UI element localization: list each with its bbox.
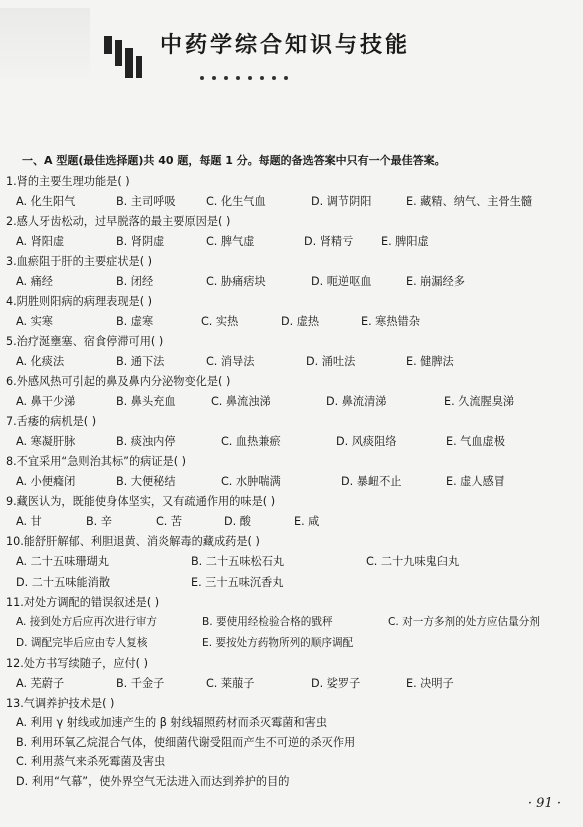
- option-c: C. 水肿喘满: [221, 475, 281, 488]
- option-b: B. 二十五味松石丸: [191, 555, 285, 568]
- option-d: D. 肾精亏: [304, 235, 354, 248]
- option-c: C. 胁痛痞块: [206, 275, 266, 288]
- option-b: B. 鼻头充血: [116, 395, 176, 408]
- option-e: E. 三十五味沉香丸: [191, 576, 284, 589]
- option-b: B. 利用环氧乙烷混合气体，使细菌代谢受阻而产生不可逆的杀灭作用: [16, 735, 356, 749]
- option-d: D. 调节阴阳: [311, 195, 372, 208]
- option-e: E. 气血虚极: [446, 435, 505, 448]
- option-c: C. 鼻流浊涕: [211, 395, 271, 408]
- title-decoration-icon: [104, 30, 150, 82]
- option-b: B. 要使用经检验合格的戥秤: [202, 616, 333, 628]
- option-e: E. 健脾法: [406, 355, 454, 368]
- option-a: A. 鼻干少涕: [16, 395, 76, 408]
- question-item: [6, 654, 576, 694]
- option-e: E. 久流腥臭涕: [444, 395, 515, 408]
- option-c: C. 莱菔子: [206, 677, 255, 690]
- option-b: B. 大便秘结: [116, 475, 176, 488]
- question-stem: 1.肾的主要生理功能是( ): [6, 175, 130, 188]
- option-a: A. 肾阳虚: [16, 235, 65, 248]
- option-e: E. 要按处方药物所列的顺序调配: [202, 637, 354, 649]
- option-d: D. 酸: [224, 515, 251, 528]
- option-d: D. 呃逆呕血: [311, 275, 372, 288]
- question-item: [6, 492, 576, 532]
- option-b: B. 千金子: [116, 677, 165, 690]
- option-c: C. 消导法: [206, 355, 255, 368]
- question-stem: 12.处方书写续随子，应付( ): [6, 657, 148, 670]
- option-a: A. 利用 γ 射线或加速产生的 β 射线辐照药材而杀灭霉菌和害虫: [16, 716, 328, 729]
- option-e: E. 虚人感冒: [446, 475, 505, 488]
- option-d: D. 娑罗子: [311, 677, 361, 690]
- option-e: E. 决明子: [406, 677, 454, 690]
- question-item: [6, 412, 576, 452]
- option-c: C. 脾气虚: [206, 235, 255, 248]
- question-item: [6, 332, 576, 372]
- option-e: E. 寒热错杂: [361, 315, 420, 328]
- question-stem: 8.不宜采用“急则治其标”的病证是( ): [6, 455, 186, 468]
- question-stem: 5.治疗涎壅塞、宿食停滞可用( ): [6, 335, 164, 348]
- question-stem: 7.舌痿的病机是( ): [6, 415, 97, 428]
- question-stem: 13.气调养护技术是( ): [6, 697, 115, 710]
- option-a: A. 二十五味珊瑚丸: [16, 555, 109, 568]
- question-stem: 3.血瘀阻于肝的主要症状是( ): [6, 255, 153, 268]
- option-a: A. 化痰法: [16, 355, 65, 368]
- question-stem: 2.感人牙齿松动，过早脱落的最主要原因是( ): [6, 215, 231, 228]
- option-b: B. 痰浊内停: [116, 435, 176, 448]
- option-d: D. 调配完毕后应由专人复核: [16, 637, 148, 649]
- option-e: E. 脾阳虚: [381, 235, 429, 248]
- question-item: [6, 593, 576, 654]
- option-d: D. 鼻流清涕: [326, 395, 387, 408]
- option-d: D. 涌吐法: [306, 355, 356, 368]
- question-stem: 4.阴胜则阳病的病理表现是( ): [6, 295, 153, 308]
- option-c: C. 利用蒸气来杀死霉菌及害虫: [16, 755, 166, 768]
- option-c: C. 二十九味鬼臼丸: [366, 555, 460, 568]
- option-b: B. 辛: [86, 515, 112, 528]
- faded-print-area: [0, 8, 90, 78]
- option-c: C. 实热: [201, 315, 239, 328]
- option-a: A. 芜蔚子: [16, 677, 65, 690]
- option-a: A. 小便癃闭: [16, 475, 76, 488]
- option-c: C. 对一方多剂的处方应估量分剂: [388, 616, 540, 628]
- option-b: B. 通下法: [116, 355, 165, 368]
- option-a: A. 化生阳气: [16, 195, 76, 208]
- option-a: A. 实寒: [16, 315, 53, 328]
- option-d: D. 风痰阻络: [336, 435, 397, 448]
- option-e: E. 咸: [294, 515, 320, 528]
- question-stem: 6.外感风热可引起的鼻及鼻内分泌物变化是( ): [6, 375, 231, 388]
- option-e: E. 崩漏经多: [406, 275, 465, 288]
- option-d: D. 利用“气幕”，使外界空气无法进入而达到养护的目的: [16, 774, 290, 788]
- option-b: B. 肾阴虚: [116, 235, 165, 248]
- question-item: [6, 292, 576, 332]
- question-item: [6, 172, 576, 212]
- option-c: C. 苦: [156, 515, 183, 528]
- option-d: D. 虚热: [281, 315, 320, 328]
- option-e: E. 藏精、纳气、主骨生髓: [406, 195, 533, 208]
- option-a: A. 接到处方后应再次进行审方: [16, 616, 157, 628]
- question-item: [6, 212, 576, 252]
- question-stem: 9.藏医认为，既能使身体坚实，又有疏通作用的味是( ): [6, 495, 276, 508]
- question-item: [6, 452, 576, 492]
- question-item: [6, 252, 576, 292]
- option-a: A. 痛经: [16, 275, 53, 288]
- question-list: [6, 172, 576, 791]
- option-a: A. 寒凝肝脉: [16, 435, 76, 448]
- page-number: · 91 ·: [527, 796, 561, 811]
- option-a: A. 甘: [16, 515, 42, 528]
- question-stem: 11.对处方调配的错误叙述是( ): [6, 596, 160, 609]
- question-item: [6, 694, 576, 791]
- option-b: B. 主司呼吸: [116, 195, 176, 208]
- question-item: [6, 532, 576, 593]
- option-d: D. 暴衄不止: [341, 475, 402, 488]
- page-title: 中药学综合知识与技能: [160, 33, 411, 58]
- page-header: [0, 0, 583, 100]
- option-b: B. 虚寒: [116, 315, 154, 328]
- option-c: C. 血热兼瘀: [221, 435, 281, 448]
- option-b: B. 闭经: [116, 275, 154, 288]
- question-stem: 10.能舒肝解郁、利胆退黄、消炎解毒的藏成药是( ): [6, 535, 260, 548]
- section-heading: 一、A 型题(最佳选择题)共 40 题，每题 1 分。每题的备选答案中只有一个最佳答案。: [22, 154, 446, 167]
- title-dots-divider: [200, 76, 288, 80]
- question-item: [6, 372, 576, 412]
- option-d: D. 二十五味能消散: [16, 576, 111, 589]
- option-c: C. 化生气血: [206, 195, 266, 208]
